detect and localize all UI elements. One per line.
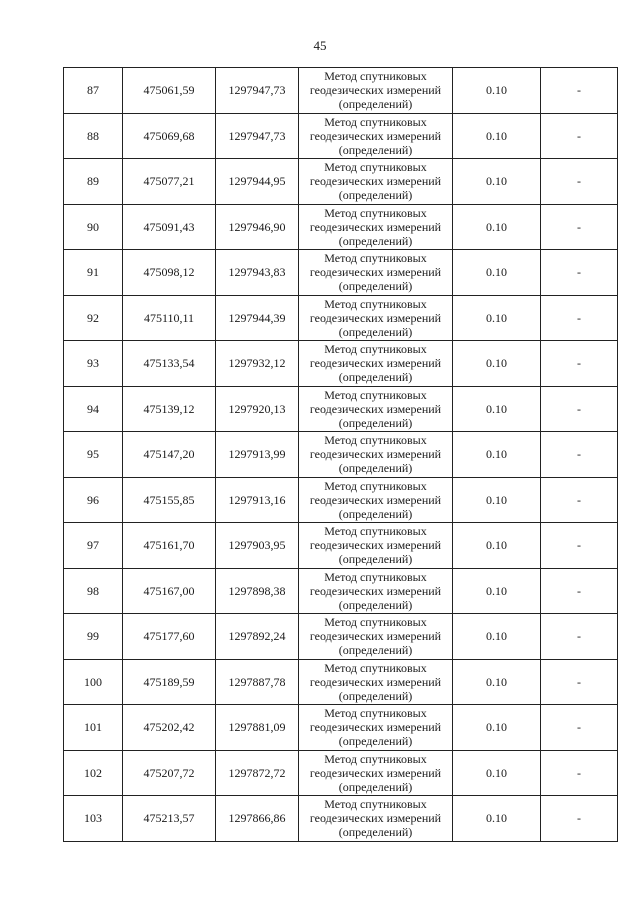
x-coordinate-cell: 475077,21: [123, 159, 216, 205]
x-coordinate-cell: 475161,70: [123, 523, 216, 569]
x-coordinate-cell: 475213,57: [123, 796, 216, 842]
table-row: [64, 477, 618, 523]
accuracy-cell: 0.10: [453, 68, 541, 114]
point-number-cell: 102: [64, 750, 123, 796]
method-line: (определений): [338, 324, 413, 339]
y-coordinate-cell: 1297947,73: [216, 113, 299, 159]
method-line: (определений): [338, 688, 413, 703]
y-coordinate-cell: 1297943,83: [216, 250, 299, 296]
method-line: (определений): [338, 506, 413, 521]
point-number-cell: 91: [64, 250, 123, 296]
method-line: (определений): [338, 415, 413, 430]
accuracy-cell: 0.10: [453, 159, 541, 205]
y-coordinate-cell: 1297944,95: [216, 159, 299, 205]
y-coordinate-cell: 1297920,13: [216, 386, 299, 432]
accuracy-cell: 0.10: [453, 250, 541, 296]
table-row: [64, 295, 618, 341]
method-line: Метод спутниковых: [324, 524, 427, 539]
method-line: Метод спутниковых: [324, 433, 427, 448]
note-cell: -: [541, 113, 618, 159]
y-coordinate-cell: 1297932,12: [216, 341, 299, 387]
method-cell: [299, 477, 453, 523]
x-coordinate-cell: 475110,11: [123, 295, 216, 341]
method-line: геодезических измерений: [309, 219, 442, 234]
method-line: (определений): [338, 552, 413, 567]
y-coordinate-cell: 1297944,39: [216, 295, 299, 341]
method-cell: [299, 113, 453, 159]
y-coordinate-cell: 1297866,86: [216, 796, 299, 842]
point-number-cell: 87: [64, 68, 123, 114]
method-cell: [299, 159, 453, 205]
accuracy-cell: 0.10: [453, 477, 541, 523]
accuracy-cell: 0.10: [453, 705, 541, 751]
method-cell: [299, 523, 453, 569]
point-number-cell: 95: [64, 432, 123, 478]
note-cell: -: [541, 614, 618, 660]
method-line: геодезических измерений: [309, 356, 442, 371]
y-coordinate-cell: 1297947,73: [216, 68, 299, 114]
x-coordinate-cell: 475098,12: [123, 250, 216, 296]
table-row: [64, 250, 618, 296]
y-coordinate-cell: 1297913,16: [216, 477, 299, 523]
note-cell: -: [541, 523, 618, 569]
table-row: [64, 432, 618, 478]
x-coordinate-cell: 475091,43: [123, 204, 216, 250]
method-line: геодезических измерений: [309, 265, 442, 280]
method-line: Метод спутниковых: [324, 114, 427, 129]
method-cell: [299, 204, 453, 250]
x-coordinate-cell: 475061,59: [123, 68, 216, 114]
point-number-cell: 94: [64, 386, 123, 432]
method-line: Метод спутниковых: [324, 387, 427, 402]
table-row: [64, 523, 618, 569]
point-number-cell: 100: [64, 659, 123, 705]
method-line: Метод спутниковых: [324, 615, 427, 630]
y-coordinate-cell: 1297887,78: [216, 659, 299, 705]
note-cell: -: [541, 477, 618, 523]
method-line: (определений): [338, 461, 413, 476]
table-row: [64, 796, 618, 842]
point-number-cell: 93: [64, 341, 123, 387]
method-line: (определений): [338, 97, 413, 112]
y-coordinate-cell: 1297946,90: [216, 204, 299, 250]
method-line: геодезических измерений: [309, 401, 442, 416]
method-line: (определений): [338, 188, 413, 203]
accuracy-cell: 0.10: [453, 341, 541, 387]
accuracy-cell: 0.10: [453, 204, 541, 250]
x-coordinate-cell: 475147,20: [123, 432, 216, 478]
note-cell: -: [541, 295, 618, 341]
point-number-cell: 101: [64, 705, 123, 751]
note-cell: -: [541, 68, 618, 114]
coordinates-table: [63, 67, 618, 842]
table-row: [64, 113, 618, 159]
note-cell: -: [541, 341, 618, 387]
method-line: геодезических измерений: [309, 128, 442, 143]
method-line: геодезических измерений: [309, 538, 442, 553]
method-cell: [299, 614, 453, 660]
note-cell: -: [541, 750, 618, 796]
y-coordinate-cell: 1297881,09: [216, 705, 299, 751]
coordinates-table-body: [64, 68, 618, 842]
note-cell: -: [541, 568, 618, 614]
method-line: геодезических измерений: [309, 310, 442, 325]
accuracy-cell: 0.10: [453, 295, 541, 341]
table-row: [64, 568, 618, 614]
method-cell: [299, 568, 453, 614]
y-coordinate-cell: 1297903,95: [216, 523, 299, 569]
table-row: [64, 705, 618, 751]
x-coordinate-cell: 475139,12: [123, 386, 216, 432]
x-coordinate-cell: 475202,42: [123, 705, 216, 751]
y-coordinate-cell: 1297872,72: [216, 750, 299, 796]
method-line: Метод спутниковых: [324, 706, 427, 721]
method-line: (определений): [338, 370, 413, 385]
accuracy-cell: 0.10: [453, 523, 541, 569]
method-line: Метод спутниковых: [324, 69, 427, 84]
table-row: [64, 659, 618, 705]
note-cell: -: [541, 432, 618, 478]
point-number-cell: 90: [64, 204, 123, 250]
method-line: Метод спутниковых: [324, 797, 427, 812]
method-line: (определений): [338, 643, 413, 658]
point-number-cell: 103: [64, 796, 123, 842]
method-cell: [299, 796, 453, 842]
note-cell: -: [541, 159, 618, 205]
method-line: (определений): [338, 142, 413, 157]
method-cell: [299, 386, 453, 432]
note-cell: -: [541, 705, 618, 751]
x-coordinate-cell: 475177,60: [123, 614, 216, 660]
y-coordinate-cell: 1297898,38: [216, 568, 299, 614]
table-row: [64, 159, 618, 205]
method-line: Метод спутниковых: [324, 660, 427, 675]
method-cell: [299, 705, 453, 751]
method-line: геодезических измерений: [309, 583, 442, 598]
page-number: 45: [313, 38, 327, 53]
method-line: (определений): [338, 825, 413, 840]
method-line: Метод спутниковых: [324, 296, 427, 311]
accuracy-cell: 0.10: [453, 113, 541, 159]
y-coordinate-cell: 1297913,99: [216, 432, 299, 478]
method-line: геодезических измерений: [309, 174, 442, 189]
x-coordinate-cell: 475133,54: [123, 341, 216, 387]
accuracy-cell: 0.10: [453, 750, 541, 796]
method-cell: [299, 432, 453, 478]
table-row: [64, 386, 618, 432]
method-line: (определений): [338, 734, 413, 749]
point-number-cell: 88: [64, 113, 123, 159]
point-number-cell: 97: [64, 523, 123, 569]
method-line: Метод спутниковых: [324, 569, 427, 584]
y-coordinate-cell: 1297892,24: [216, 614, 299, 660]
method-line: геодезических измерений: [309, 765, 442, 780]
x-coordinate-cell: 475069,68: [123, 113, 216, 159]
accuracy-cell: 0.10: [453, 614, 541, 660]
method-line: геодезических измерений: [309, 811, 442, 826]
method-line: Метод спутниковых: [324, 251, 427, 266]
method-line: Метод спутниковых: [324, 205, 427, 220]
x-coordinate-cell: 475189,59: [123, 659, 216, 705]
note-cell: -: [541, 796, 618, 842]
x-coordinate-cell: 475155,85: [123, 477, 216, 523]
method-cell: [299, 250, 453, 296]
method-line: (определений): [338, 233, 413, 248]
accuracy-cell: 0.10: [453, 386, 541, 432]
accuracy-cell: 0.10: [453, 432, 541, 478]
point-number-cell: 98: [64, 568, 123, 614]
point-number-cell: 89: [64, 159, 123, 205]
method-line: Метод спутниковых: [324, 478, 427, 493]
method-cell: [299, 68, 453, 114]
point-number-cell: 92: [64, 295, 123, 341]
method-line: геодезических измерений: [309, 447, 442, 462]
table-row: [64, 750, 618, 796]
table-row: [64, 204, 618, 250]
note-cell: -: [541, 386, 618, 432]
method-cell: [299, 659, 453, 705]
method-line: геодезических измерений: [309, 720, 442, 735]
method-line: Метод спутниковых: [324, 342, 427, 357]
x-coordinate-cell: 475207,72: [123, 750, 216, 796]
method-line: геодезических измерений: [309, 83, 442, 98]
accuracy-cell: 0.10: [453, 659, 541, 705]
table-row: [64, 341, 618, 387]
table-row: [64, 68, 618, 114]
method-line: (определений): [338, 779, 413, 794]
method-line: (определений): [338, 279, 413, 294]
method-line: Метод спутниковых: [324, 751, 427, 766]
accuracy-cell: 0.10: [453, 796, 541, 842]
method-line: геодезических измерений: [309, 674, 442, 689]
note-cell: -: [541, 659, 618, 705]
method-cell: [299, 341, 453, 387]
method-line: (определений): [338, 597, 413, 612]
note-cell: -: [541, 204, 618, 250]
method-line: геодезических измерений: [309, 629, 442, 644]
note-cell: -: [541, 250, 618, 296]
method-line: Метод спутниковых: [324, 160, 427, 175]
x-coordinate-cell: 475167,00: [123, 568, 216, 614]
method-line: геодезических измерений: [309, 492, 442, 507]
accuracy-cell: 0.10: [453, 568, 541, 614]
point-number-cell: 99: [64, 614, 123, 660]
method-cell: [299, 750, 453, 796]
table-row: [64, 614, 618, 660]
method-cell: [299, 295, 453, 341]
point-number-cell: 96: [64, 477, 123, 523]
